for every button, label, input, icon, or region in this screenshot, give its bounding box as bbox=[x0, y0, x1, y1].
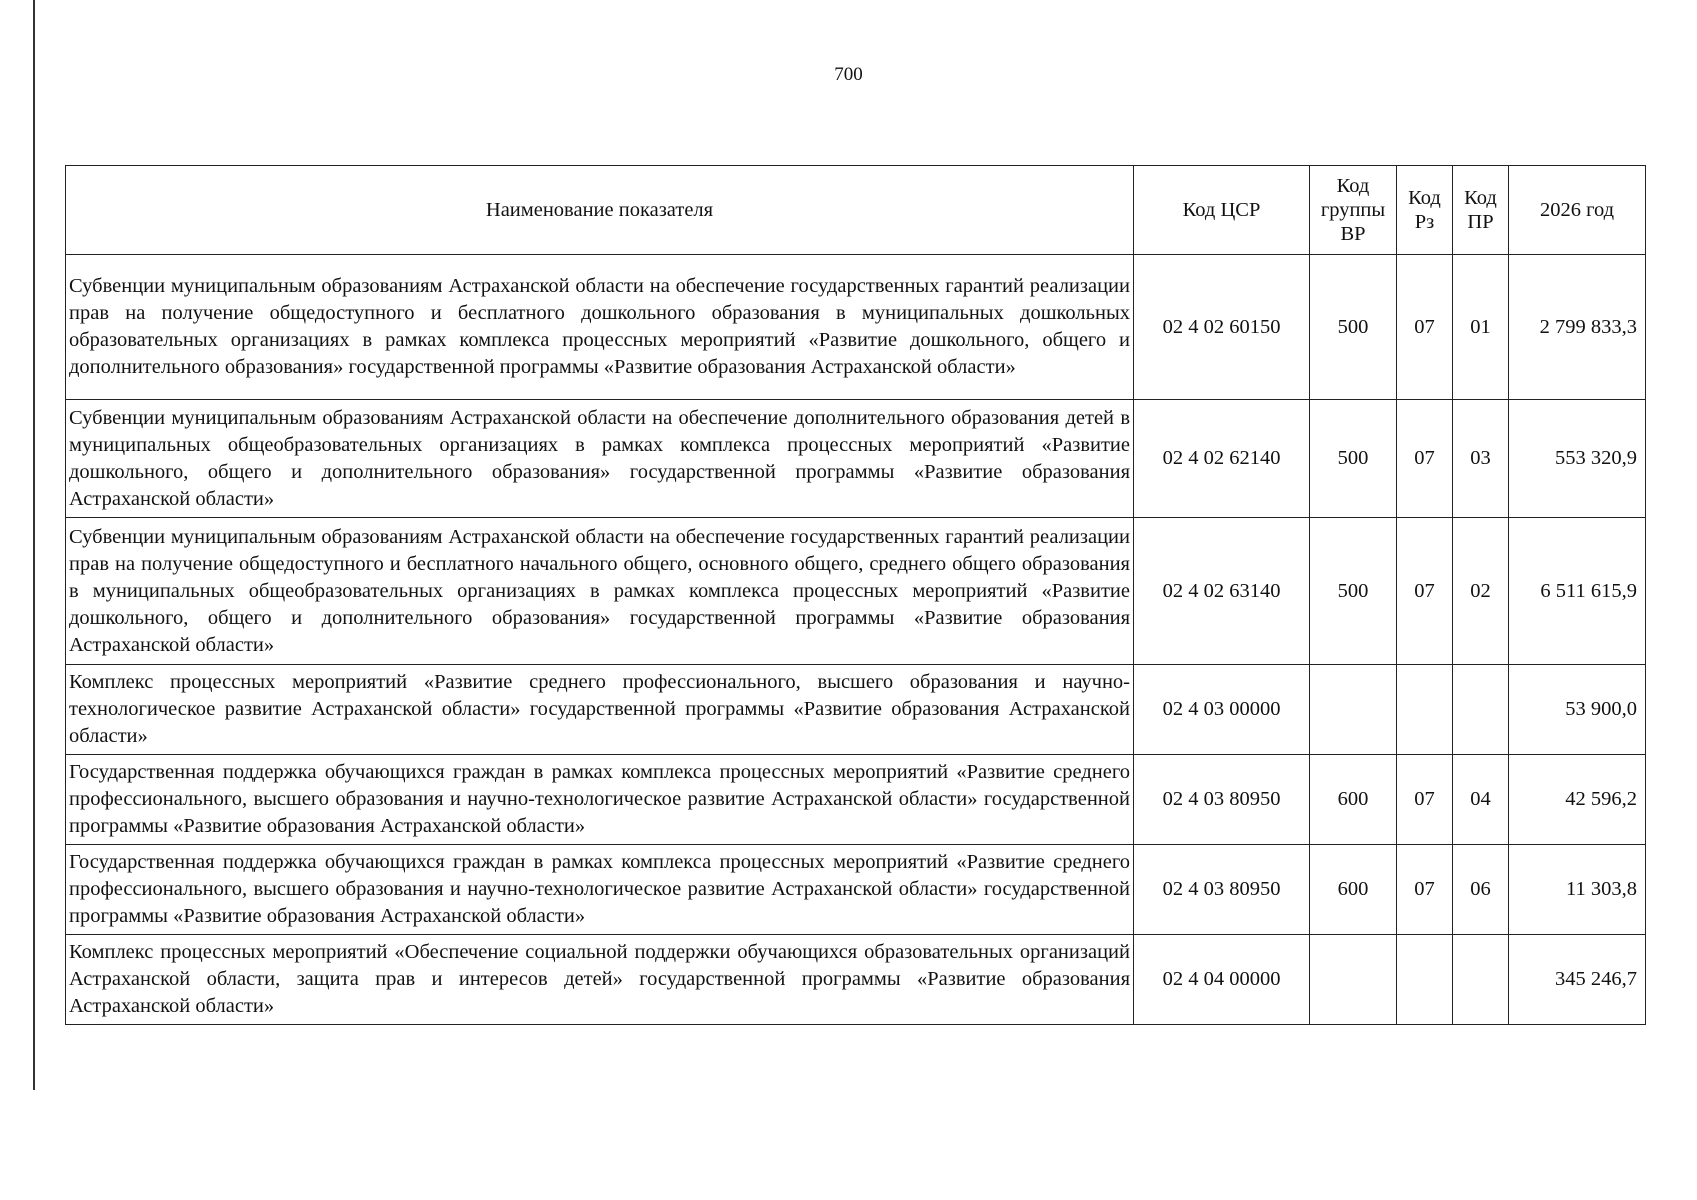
table-row bbox=[66, 755, 1646, 845]
row-pr: 01 bbox=[1453, 255, 1509, 400]
row-amount: 6 511 615,9 bbox=[1509, 518, 1646, 665]
row-amount: 42 596,2 bbox=[1509, 755, 1646, 845]
budget-table bbox=[65, 165, 1646, 1025]
page-number: 700 bbox=[834, 64, 863, 85]
table-header-row bbox=[66, 166, 1646, 255]
row-vr: 600 bbox=[1310, 755, 1397, 845]
row-rz: 07 bbox=[1397, 755, 1453, 845]
header-csr: Код ЦСР bbox=[1134, 166, 1310, 255]
row-csr: 02 4 04 00000 bbox=[1134, 935, 1310, 1025]
row-amount: 2 799 833,3 bbox=[1509, 255, 1646, 400]
table-row bbox=[66, 400, 1646, 518]
row-vr bbox=[1310, 935, 1397, 1025]
row-amount: 53 900,0 bbox=[1509, 665, 1646, 755]
row-rz: 07 bbox=[1397, 400, 1453, 518]
row-amount: 345 246,7 bbox=[1509, 935, 1646, 1025]
page-margin-line bbox=[33, 0, 35, 1090]
header-rz: Код Рз bbox=[1397, 166, 1453, 255]
row-rz bbox=[1397, 935, 1453, 1025]
row-name: Комплекс процессных мероприятий «Обеспечение социальной поддержки обучающихся образовательных организаций Астраханской области, защита прав и интересов детей» государственной программы «Развитие образования Астраханской области» bbox=[66, 935, 1134, 1025]
row-name: Субвенции муниципальным образованиям Астраханской области на обеспечение дополнительного образования детей в муниципальных общеобразовательных организациях в рамках комплекса процессных мероприятий «Развитие дошкольного, общего и дополнительного образования» государственной программы «Развитие образования Астраханской области» bbox=[66, 400, 1134, 518]
row-amount: 11 303,8 bbox=[1509, 845, 1646, 935]
row-csr: 02 4 03 80950 bbox=[1134, 845, 1310, 935]
row-vr: 500 bbox=[1310, 400, 1397, 518]
row-csr: 02 4 02 63140 bbox=[1134, 518, 1310, 665]
row-pr bbox=[1453, 935, 1509, 1025]
table-row bbox=[66, 845, 1646, 935]
table-row bbox=[66, 255, 1646, 400]
row-pr: 03 bbox=[1453, 400, 1509, 518]
row-csr: 02 4 03 80950 bbox=[1134, 755, 1310, 845]
row-vr: 500 bbox=[1310, 518, 1397, 665]
table-row bbox=[66, 935, 1646, 1025]
table-row bbox=[66, 665, 1646, 755]
row-name: Государственная поддержка обучающихся граждан в рамках комплекса процессных мероприятий «Развитие среднего профессионального, высшего образования и научно-технологическое развитие Астраханской области» государственной программы «Развитие образования Астраханской области» bbox=[66, 755, 1134, 845]
row-csr: 02 4 02 62140 bbox=[1134, 400, 1310, 518]
row-pr: 06 bbox=[1453, 845, 1509, 935]
row-vr bbox=[1310, 665, 1397, 755]
row-pr: 02 bbox=[1453, 518, 1509, 665]
header-pr: Код ПР bbox=[1453, 166, 1509, 255]
row-vr: 600 bbox=[1310, 845, 1397, 935]
row-amount: 553 320,9 bbox=[1509, 400, 1646, 518]
header-year: 2026 год bbox=[1509, 166, 1646, 255]
row-vr: 500 bbox=[1310, 255, 1397, 400]
row-name: Субвенции муниципальным образованиям Астраханской области на обеспечение государственных гарантий реализации прав на получение общедоступного и бесплатного дошкольного образования в муниципальных дошкольных образовательных организациях в рамках комплекса процессных мероприятий «Развитие дошкольного, общего и дополнительного образования» государственной программы «Развитие образования Астраханской области» bbox=[66, 255, 1134, 400]
header-vr: Код группы ВР bbox=[1310, 166, 1397, 255]
row-pr bbox=[1453, 665, 1509, 755]
table-row bbox=[66, 518, 1646, 665]
row-csr: 02 4 02 60150 bbox=[1134, 255, 1310, 400]
row-rz: 07 bbox=[1397, 518, 1453, 665]
row-rz bbox=[1397, 665, 1453, 755]
row-pr: 04 bbox=[1453, 755, 1509, 845]
row-rz: 07 bbox=[1397, 845, 1453, 935]
row-csr: 02 4 03 00000 bbox=[1134, 665, 1310, 755]
header-name: Наименование показателя bbox=[66, 166, 1134, 255]
row-name: Государственная поддержка обучающихся граждан в рамках комплекса процессных мероприятий «Развитие среднего профессионального, высшего образования и научно-технологическое развитие Астраханской области» государственной программы «Развитие образования Астраханской области» bbox=[66, 845, 1134, 935]
row-name: Субвенции муниципальным образованиям Астраханской области на обеспечение государственных гарантий реализации прав на получение общедоступного и бесплатного начального общего, основного общего, среднего общего образования в муниципальных общеобразовательных организациях в рамках комплекса процессных мероприятий «Развитие дошкольного, общего и дополнительного образования» государственной программы «Развитие образования Астраханской области» bbox=[66, 518, 1134, 665]
row-name: Комплекс процессных мероприятий «Развитие среднего профессионального, высшего образования и научно-технологическое развитие Астраханской области» государственной программы «Развитие образования Астраханской области» bbox=[66, 665, 1134, 755]
row-rz: 07 bbox=[1397, 255, 1453, 400]
